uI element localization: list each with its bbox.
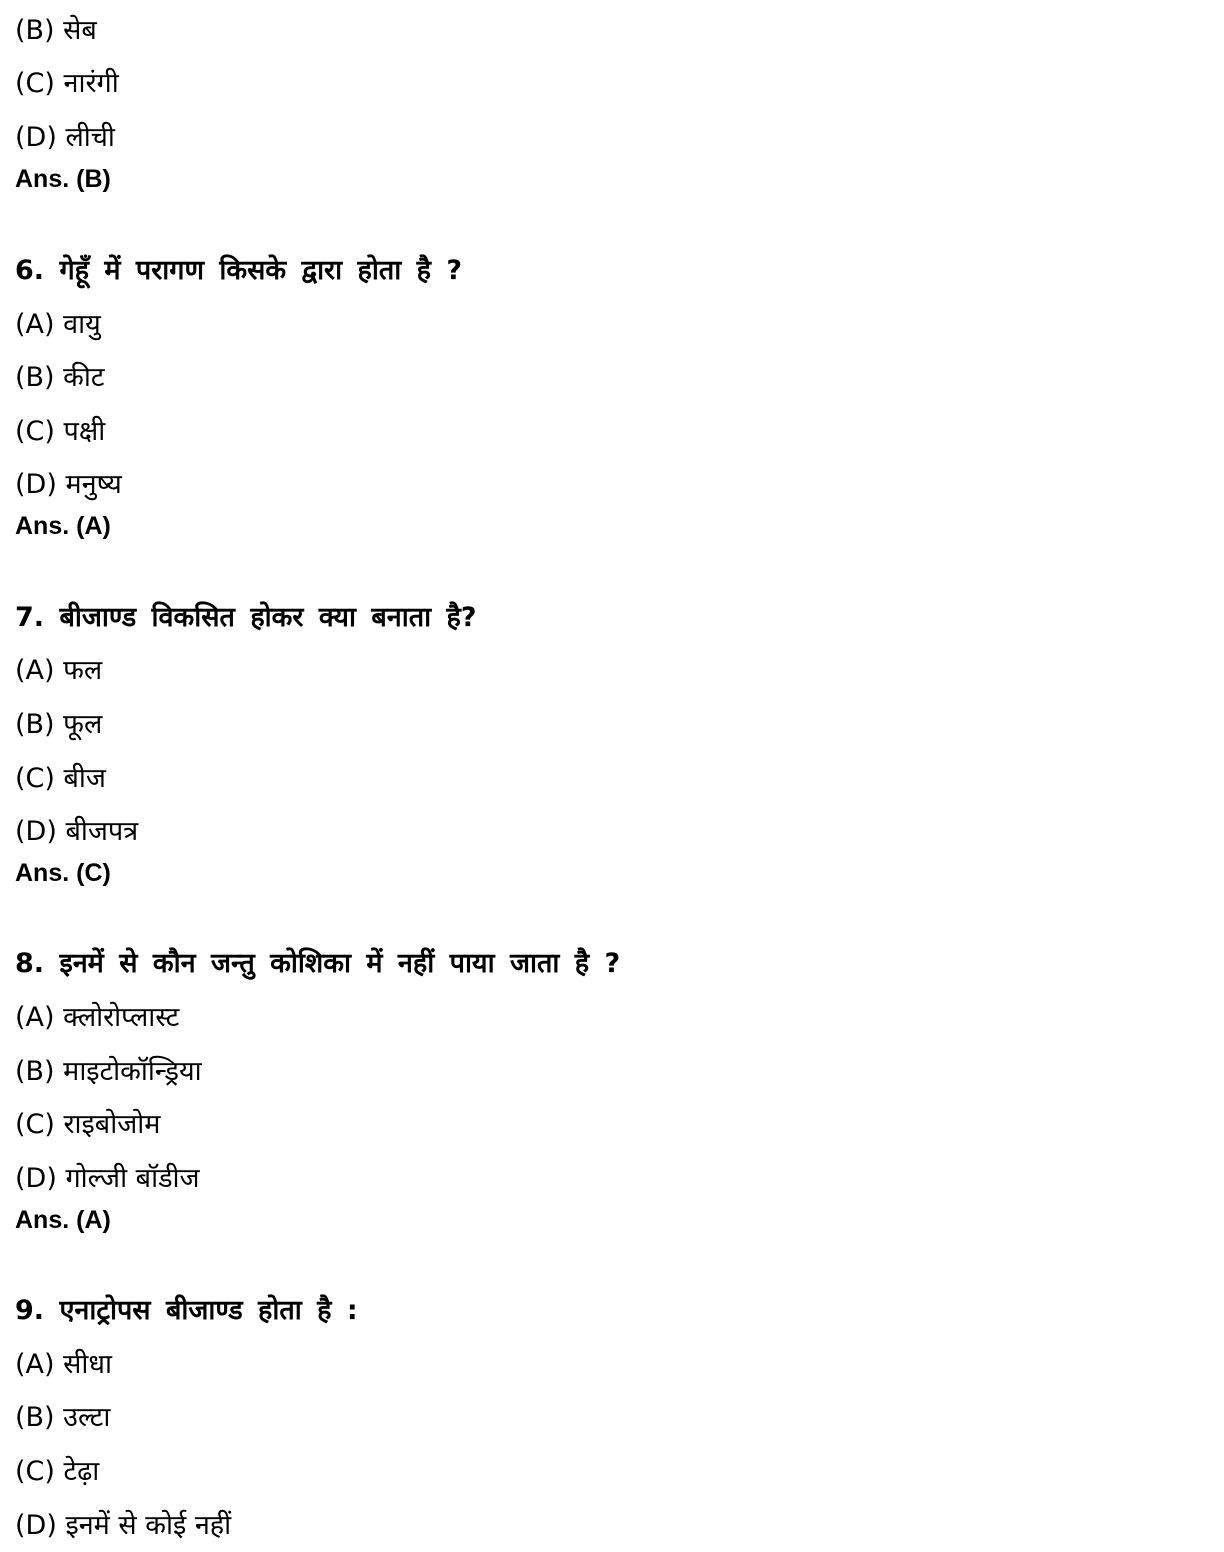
q7-option-a: (A) फल bbox=[15, 655, 103, 686]
q9-option-b: (B) उल्टा bbox=[15, 1402, 111, 1433]
q9-question: 9. एनाट्रोपस बीजाण्ड होता है : bbox=[15, 1295, 358, 1326]
q5-option-c: (C) नारंगी bbox=[15, 68, 119, 99]
q5-option-b: (B) सेब bbox=[15, 15, 97, 46]
q8-question: 8. इनमें से कौन जन्तु कोशिका में नहीं पाया जाता है ? bbox=[15, 948, 621, 979]
q7-answer: Ans. (C) bbox=[15, 859, 111, 887]
q5-option-d: (D) लीची bbox=[15, 122, 115, 153]
q7-option-c: (C) बीज bbox=[15, 763, 106, 794]
q9-option-d: (D) इनमें से कोई नहीं bbox=[15, 1510, 232, 1541]
q8-option-a: (A) क्लोरोप्लास्ट bbox=[15, 1002, 180, 1033]
q6-question: 6. गेहूँ में परागण किसके द्वारा होता है ? bbox=[15, 255, 463, 286]
q7-option-d: (D) बीजपत्र bbox=[15, 816, 139, 847]
q5-answer: Ans. (B) bbox=[15, 165, 111, 193]
q8-option-c: (C) राइबोजोम bbox=[15, 1109, 161, 1140]
q7-question: 7. बीजाण्ड विकसित होकर क्या बनाता है? bbox=[15, 602, 477, 633]
q8-option-d: (D) गोल्जी बॉडीज bbox=[15, 1163, 200, 1194]
q6-option-c: (C) पक्षी bbox=[15, 416, 106, 447]
q7-option-b: (B) फूल bbox=[15, 709, 103, 740]
q6-option-a: (A) वायु bbox=[15, 309, 101, 340]
q9-option-a: (A) सीधा bbox=[15, 1349, 112, 1380]
q6-answer: Ans. (A) bbox=[15, 512, 111, 540]
q6-option-b: (B) कीट bbox=[15, 362, 105, 393]
q8-option-b: (B) माइटोकॉन्ड्रिया bbox=[15, 1056, 202, 1087]
q9-option-c: (C) टेढ़ा bbox=[15, 1456, 100, 1487]
q8-answer: Ans. (A) bbox=[15, 1206, 111, 1234]
q6-option-d: (D) मनुष्य bbox=[15, 469, 122, 500]
